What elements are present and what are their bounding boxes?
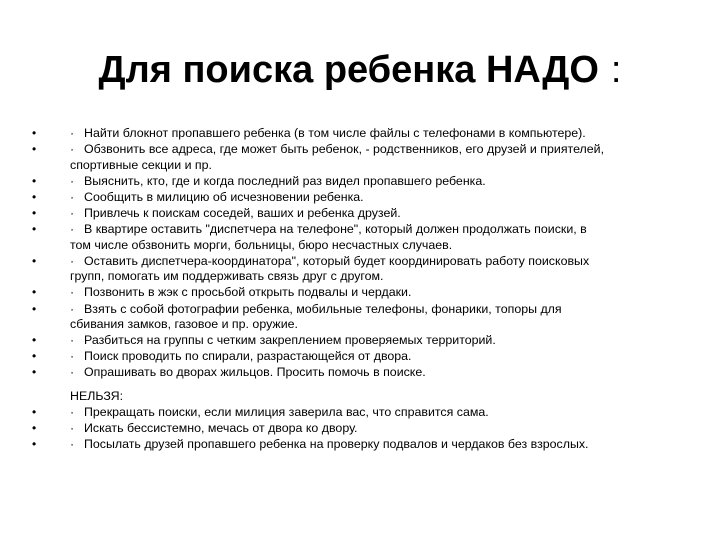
mid-dot-icon: ·	[70, 333, 75, 348]
mid-dot-icon: ·	[70, 253, 75, 268]
bullet-icon: •	[32, 333, 37, 348]
mid-dot-icon: ·	[70, 126, 75, 140]
item-text: Разбиться на группы с четким закреплением проверяемых территорий.	[84, 333, 496, 348]
item-text: Опрашивать во дворах жильцов. Просить помочь в поиске.	[84, 365, 426, 380]
forbidden-item	[32, 405, 682, 421]
item-text: Посылать друзей пропавшего ребенка на проверку подвалов и чердаков без взрослых.	[84, 436, 589, 451]
mid-dot-icon: ·	[70, 365, 75, 380]
bullet-icon: •	[32, 142, 37, 157]
mid-dot-icon: ·	[70, 436, 75, 451]
forbidden-item	[32, 437, 682, 453]
bullet-icon: •	[32, 349, 37, 364]
item-text: Прекращать поиски, если милиция заверила вас, что справится сама.	[84, 404, 489, 419]
must-item	[32, 222, 682, 253]
mid-dot-icon: ·	[70, 349, 75, 364]
forbidden-heading: НЕЛЬЗЯ:	[70, 389, 124, 403]
mid-dot-icon: ·	[70, 404, 75, 419]
item-text: Найти блокнот пропавшего ребенка (в том числе файлы с телефонами в компьютере).	[84, 126, 586, 140]
forbidden-item	[32, 421, 682, 437]
must-item	[32, 174, 682, 190]
item-text: Обзвонить все адреса, где может быть ребенок, - родственников, его друзей и приятелей,	[84, 142, 605, 157]
must-item	[32, 254, 682, 285]
must-item	[32, 142, 682, 173]
bullet-icon: •	[32, 222, 37, 237]
mid-dot-icon: ·	[70, 189, 75, 204]
bullet-icon: •	[32, 404, 37, 419]
item-text: Сообщить в милицию об исчезновении ребенка.	[84, 189, 364, 204]
must-item	[32, 206, 682, 222]
item-text: Взять с собой фотографии ребенка, мобильные телефоны, фонарики, топоры для	[84, 301, 562, 316]
item-text: групп, помогать им поддерживать связь друг с другом.	[70, 269, 384, 284]
item-text: сбивания замков, газовое и пр. оружие.	[70, 317, 298, 332]
bullet-icon: •	[32, 301, 37, 316]
item-text: Выяснить, кто, где и когда последний раз видел пропавшего ребенка.	[84, 173, 486, 188]
must-item	[32, 365, 682, 381]
item-text: Искать бессистемно, мечась от двора ко двору.	[84, 420, 358, 435]
item-text: спортивные секции и пр.	[70, 157, 212, 172]
bullet-icon: •	[32, 126, 37, 140]
bullet-icon: •	[32, 436, 37, 451]
bullet-icon: •	[32, 253, 37, 268]
item-text: Поиск проводить по спирали, разрастающейся от двора.	[84, 349, 412, 364]
instructions-list	[32, 126, 682, 453]
mid-dot-icon: ·	[70, 205, 75, 220]
mid-dot-icon: ·	[70, 173, 75, 188]
bullet-icon: •	[32, 365, 37, 380]
item-text: Позвонить в жэк с просьбой открыть подвалы и чердаки.	[84, 285, 412, 300]
bullet-icon: •	[32, 189, 37, 204]
bullet-icon: •	[32, 205, 37, 220]
item-text: Привлечь к поискам соседей, ваших и ребенка друзей.	[84, 205, 401, 220]
item-text: В квартире оставить "диспетчера на телефоне", который должен продолжать поиски, в	[84, 222, 587, 237]
page-title	[0, 44, 720, 96]
mid-dot-icon: ·	[70, 301, 75, 316]
must-item	[32, 349, 682, 365]
must-item	[32, 333, 682, 349]
mid-dot-icon: ·	[70, 420, 75, 435]
bullet-icon: •	[32, 285, 37, 300]
mid-dot-icon: ·	[70, 222, 75, 237]
must-item	[32, 126, 682, 142]
title-text: Для поиска ребенка НАДО	[98, 49, 599, 91]
title-colon: :	[610, 49, 622, 91]
item-text: Оставить диспетчера-координатора", который будет координировать работу поисковых	[84, 253, 590, 268]
mid-dot-icon: ·	[70, 285, 75, 300]
must-item	[32, 285, 682, 301]
bullet-icon: •	[32, 420, 37, 435]
item-text: том числе обзвонить морги, больницы, бюро несчастных случаев.	[70, 237, 453, 252]
bullet-icon: •	[32, 173, 37, 188]
must-item	[32, 190, 682, 206]
must-item	[32, 302, 682, 333]
mid-dot-icon: ·	[70, 142, 75, 157]
